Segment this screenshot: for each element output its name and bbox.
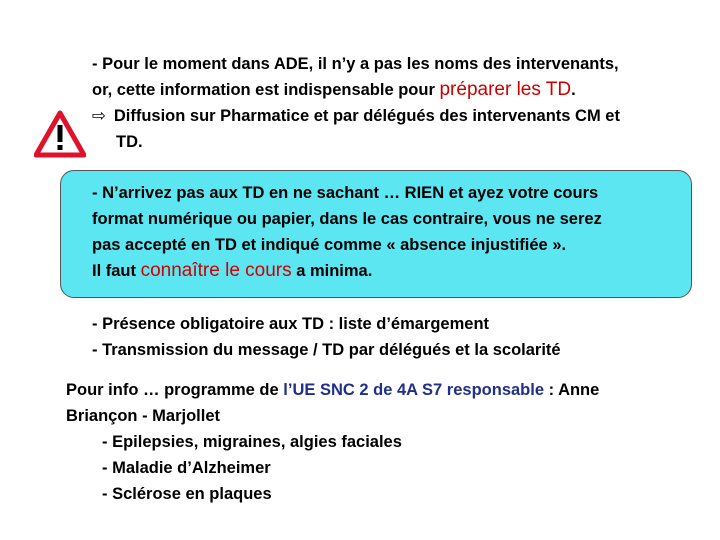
notice-line-2-end: . [571,81,576,99]
notice-line-4: TD. [116,133,143,151]
transmission-line: - Transmission du message / TD par délégués et la scolarité [92,341,561,359]
info-line-1-end: : Anne [544,381,600,399]
box-line-4-end: a minima. [291,262,373,280]
box-line-4 [92,258,372,284]
list-item: - Epilepsies, migraines, algies faciales [102,433,402,451]
info-line-2: Briançon - Marjollet [66,407,221,425]
info-line-1 [66,377,599,403]
notice-line-3 [92,103,620,129]
info-highlight-ue: l’UE SNC 2 de 4A S7 responsable [283,381,545,399]
box-line-3: pas accepté en TD et indiqué comme « absence injustifiée ». [92,236,567,254]
warning-triangle-icon [34,110,86,158]
notice-line-1: - Pour le moment dans ADE, il n’y a pas les noms des intervenants, [92,55,619,73]
notice-line-2 [92,77,576,103]
attendance-line: - Présence obligatoire aux TD : liste d’émargement [92,315,490,333]
box-line-4-text: Il faut [92,262,141,280]
arrow-right-icon: ⇨ [92,107,106,125]
box-line-1: - N’arrivez pas aux TD en ne sachant … RIEN et ayez votre cours [92,184,599,202]
info-line-1-text: Pour info … programme de [66,381,284,399]
list-item: - Maladie d’Alzheimer [102,459,271,477]
box-line-2: format numérique ou papier, dans le cas contraire, vous ne serez [92,210,602,228]
notice-line-3-text: Diffusion sur Pharmatice et par délégués des intervenants CM et [113,107,620,125]
notice-line-2-text: or, cette information est indispensable pour [92,81,440,99]
list-item: - Sclérose en plaques [102,485,272,503]
notice-highlight-prepare: préparer les TD [439,79,572,100]
box-highlight-cours: connaître le cours [140,260,292,281]
